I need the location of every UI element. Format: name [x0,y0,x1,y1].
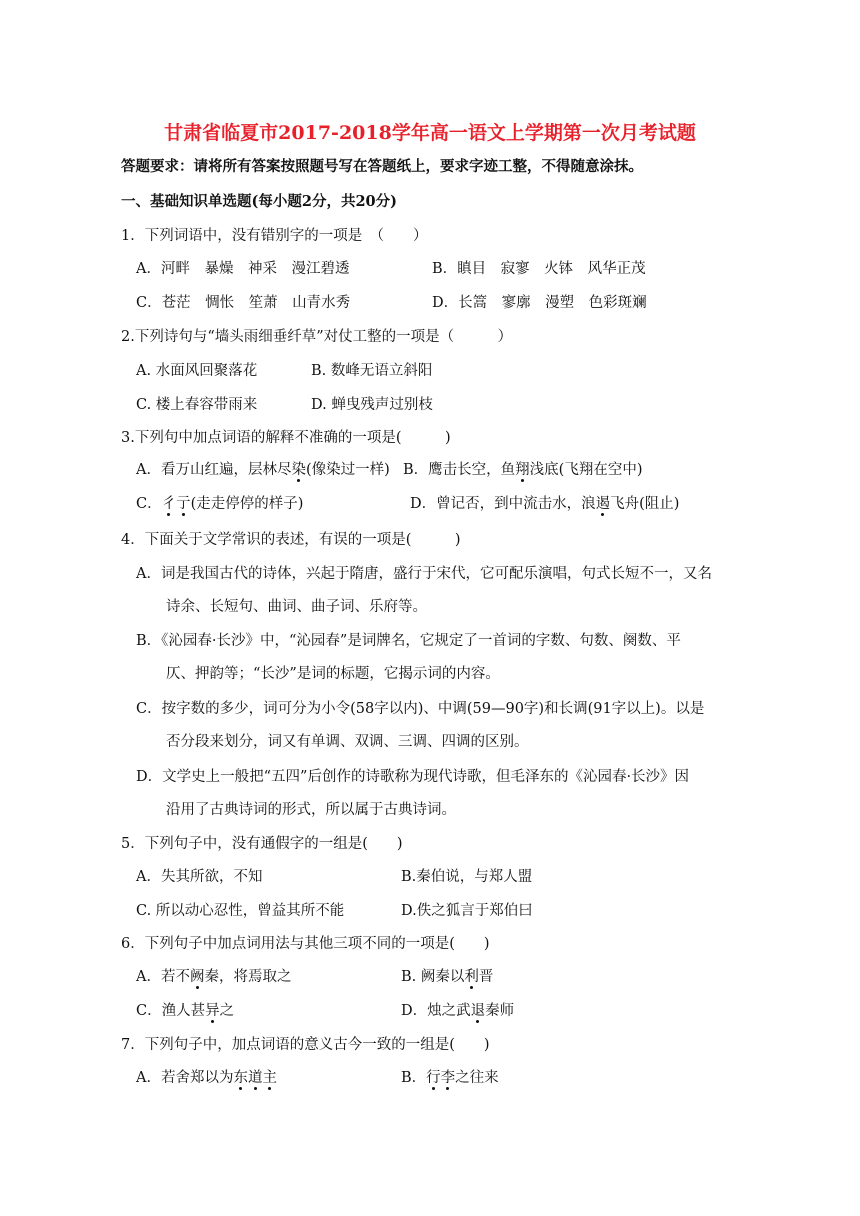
question-6-option-b: B. 阙秦以利晋 [401,969,494,985]
question-4-option-b-line2: 仄、押韵等；“长沙”是词的标题，它揭示词的内容。 [166,666,500,682]
question-3-option-b: B．鹰击长空，鱼翔浅底(飞翔在空中) [403,462,643,478]
question-3-option-a: A．看万山红遍，层林尽染(像染过一样) [136,462,390,478]
dotted-word: 东 [233,1070,248,1086]
question-1-stem: 1．下列词语中，没有错别字的一项是 （ ） [121,228,428,244]
question-5-option-c: C. 所以动心忍性，曾益其所不能 [136,903,345,919]
dotted-word: 利 [464,969,479,985]
question-4-option-b-line1: B．《沁园春·长沙》中，“沁园春”是词牌名，它规定了一首词的字数、句数、阕数、平 [136,633,681,649]
question-5-option-d: D.佚之狐言于郑伯曰 [401,903,533,919]
question-2-option-a: A. 水面风回聚落花 [136,363,258,379]
dotted-word: 阙 [189,969,205,985]
dotted-word: 彳 [161,496,177,512]
dotted-word: 道 [247,1070,263,1086]
question-4-option-c-line1: C．按字数的多少，词可分为小令(58字以内)、中调(59—90字)和长调(91字以上)。以是 [136,701,705,717]
question-2-option-d: D. 蝉曳残声过别枝 [311,397,433,413]
dotted-word: 李 [440,1070,456,1086]
question-6-option-a: A．若不阙秦，将焉取之 [136,969,292,985]
question-7-option-a: A．若舍郑以为东道主 [136,1070,277,1086]
question-5-option-a: A．失其所欲，不知 [136,869,263,885]
answer-instructions: 答题要求：请将所有答案按照题号写在答题纸上，要求字迹工整，不得随意涂抹。 [121,158,643,175]
question-6-option-c: C．渔人甚异之 [136,1003,235,1019]
question-1-option-c: C．苍茫 惆怅 笙萧 山青水秀 [136,295,351,311]
question-6-stem: 6．下列句子中加点词用法与其他三项不同的一项是( ) [121,936,490,952]
question-4-option-d-line1: D．文学史上一般把“五四”后创作的诗歌称为现代诗歌，但毛泽东的《沁园春·长沙》因 [136,769,690,785]
exam-title: 甘肃省临夏市2017-2018学年高一语文上学期第一次月考试题 [164,122,696,144]
question-3-stem: 3.下列句中加点词语的解释不准确的一项是( ) [121,430,451,446]
question-1-option-b: B．瞋目 寂寥 火钵 风华正茂 [432,261,646,277]
dotted-word: 行 [426,1070,441,1086]
question-7-option-b: B．行李之往来 [401,1070,499,1086]
question-3-option-d: D．曾记否，到中流击水，浪遏飞舟(阻止) [410,496,680,512]
dotted-word: 亍 [176,496,191,512]
dotted-word: 主 [262,1070,277,1086]
dotted-word: 染 [291,462,306,478]
question-4-stem: 4．下面关于文学常识的表述，有误的一项是( ) [121,532,461,548]
question-2-option-b: B. 数峰无语立斜阳 [311,363,433,379]
section-heading: 一、基础知识单选题(每小题2分，共20分) [121,193,397,210]
question-6-option-d: D．烛之武退秦师 [401,1003,515,1019]
question-5-option-b: B.秦伯说，与郑人盟 [401,869,533,885]
question-1-option-a: A．河畔 暴燥 神采 漫江碧透 [136,261,350,277]
question-4-option-a-line1: A．词是我国古代的诗体，兴起于隋唐，盛行于宋代，它可配乐演唱，句式长短不一，又名 [136,566,712,582]
dotted-word: 遏 [595,496,611,512]
question-1-option-d: D．长篙 寥廓 漫塑 色彩斑斓 [432,295,647,311]
question-5-stem: 5．下列句子中，没有通假字的一组是( ) [121,836,403,852]
question-4-option-c-line2: 否分段来划分，词又有单调、双调、三调、四调的区别。 [166,734,529,750]
dotted-word: 退 [470,1003,486,1019]
dotted-word: 翔 [515,462,530,478]
question-3-option-c: C．彳亍(走走停停的样子) [136,496,304,512]
question-4-option-d-line2: 沿用了古典诗词的形式，所以属于古典诗词。 [166,802,456,818]
question-7-stem: 7．下列句子中，加点词语的意义古今一致的一组是( ) [121,1037,490,1053]
dotted-word: 异 [205,1003,220,1019]
question-4-option-a-line2: 诗余、长短句、曲词、曲子词、乐府等。 [166,599,427,615]
question-2-option-c: C. 楼上春容带雨来 [136,397,258,413]
question-2-stem: 2.下列诗句与“墙头雨细垂纤草”对仗工整的一项是（ ） [121,329,513,345]
